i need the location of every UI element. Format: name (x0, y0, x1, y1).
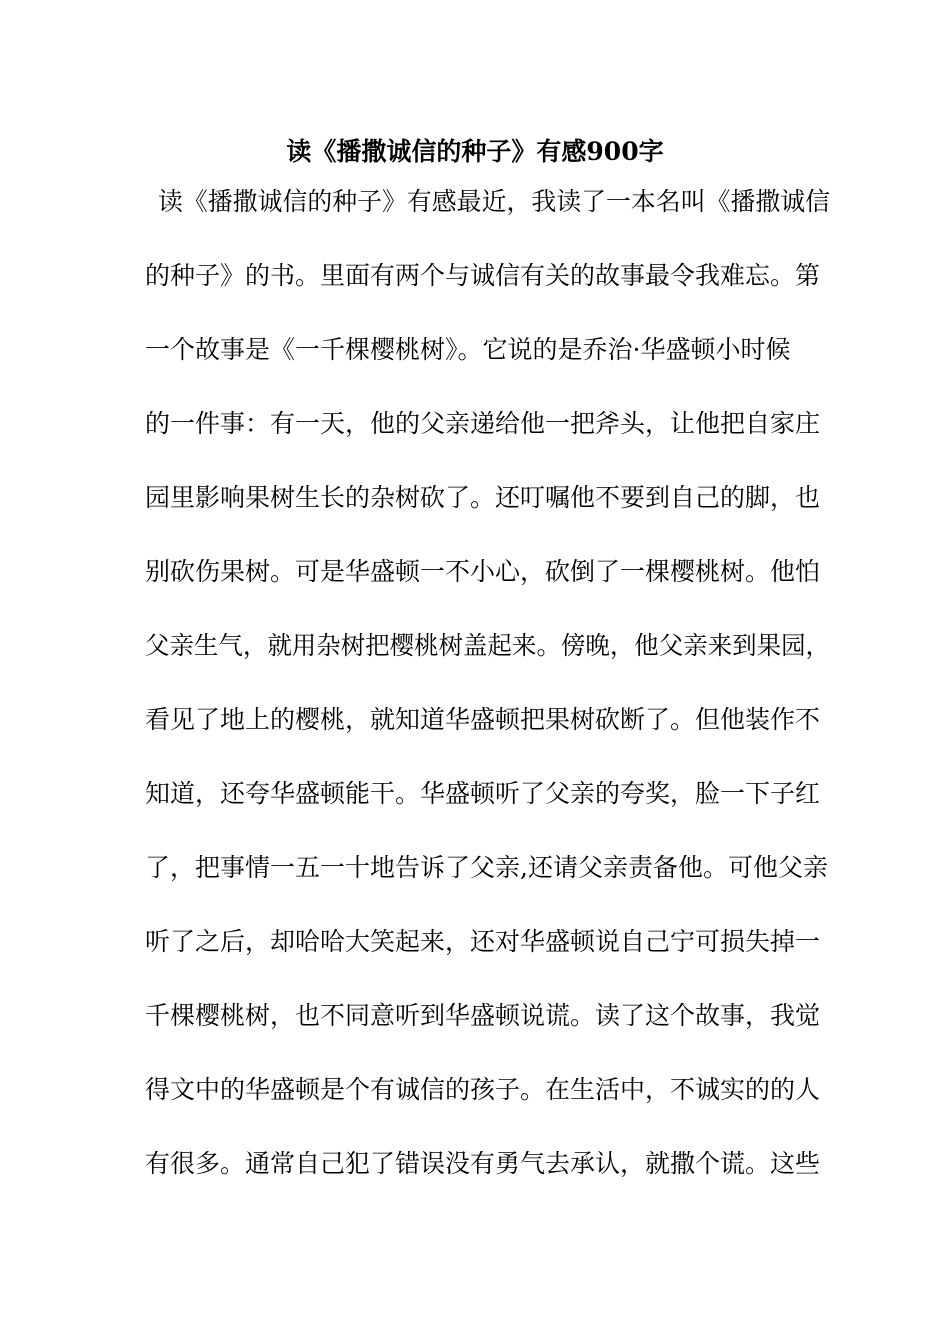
paragraph-line: 知道，还夸华盛顿能干。华盛顿听了父亲的夸奖，脸一下子红 (145, 779, 821, 808)
paragraph-line: 园里影响果树生长的杂树砍了。还叮嘱他不要到自己的脚，也 (145, 483, 821, 512)
paragraph-line: 的种子》的书。里面有两个与诚信有关的故事最令我难忘。第 (145, 261, 821, 290)
document-title: 读《播撒诚信的种子》有感900字 (286, 137, 664, 166)
paragraph-line: 听了之后，却哈哈大笑起来，还对华盛顿说自己宁可损失掉一 (145, 927, 821, 956)
paragraph-line: 千棵樱桃树，也不同意听到华盛顿说谎。读了这个故事，我觉 (145, 1001, 821, 1030)
paragraph-line: 一个故事是《一千棵樱桃树》。它说的是乔治·华盛顿小时候 (145, 335, 791, 364)
paragraph-line: 看见了地上的樱桃，就知道华盛顿把果树砍断了。但他装作不 (145, 705, 821, 734)
paragraph-line: 得文中的华盛顿是个有诚信的孩子。在生活中，不诚实的的人 (145, 1075, 821, 1104)
paragraph-line: 了，把事情一五一十地告诉了父亲,还请父亲责备他。可他父亲 (145, 853, 828, 882)
paragraph-line: 的一件事：有一天，他的父亲递给他一把斧头，让他把自家庄 (145, 409, 821, 438)
paragraph-line: 读《播撒诚信的种子》有感最近，我读了一本名叫《播撒诚信 (158, 187, 831, 216)
paragraph-line: 父亲生气，就用杂树把樱桃树盖起来。傍晚，他父亲来到果园， (145, 631, 831, 660)
paragraph-line: 有很多。通常自己犯了错误没有勇气去承认，就撒个谎。这些 (145, 1149, 821, 1178)
paragraph-line: 别砍伤果树。可是华盛顿一不小心，砍倒了一棵樱桃树。他怕 (145, 557, 821, 586)
